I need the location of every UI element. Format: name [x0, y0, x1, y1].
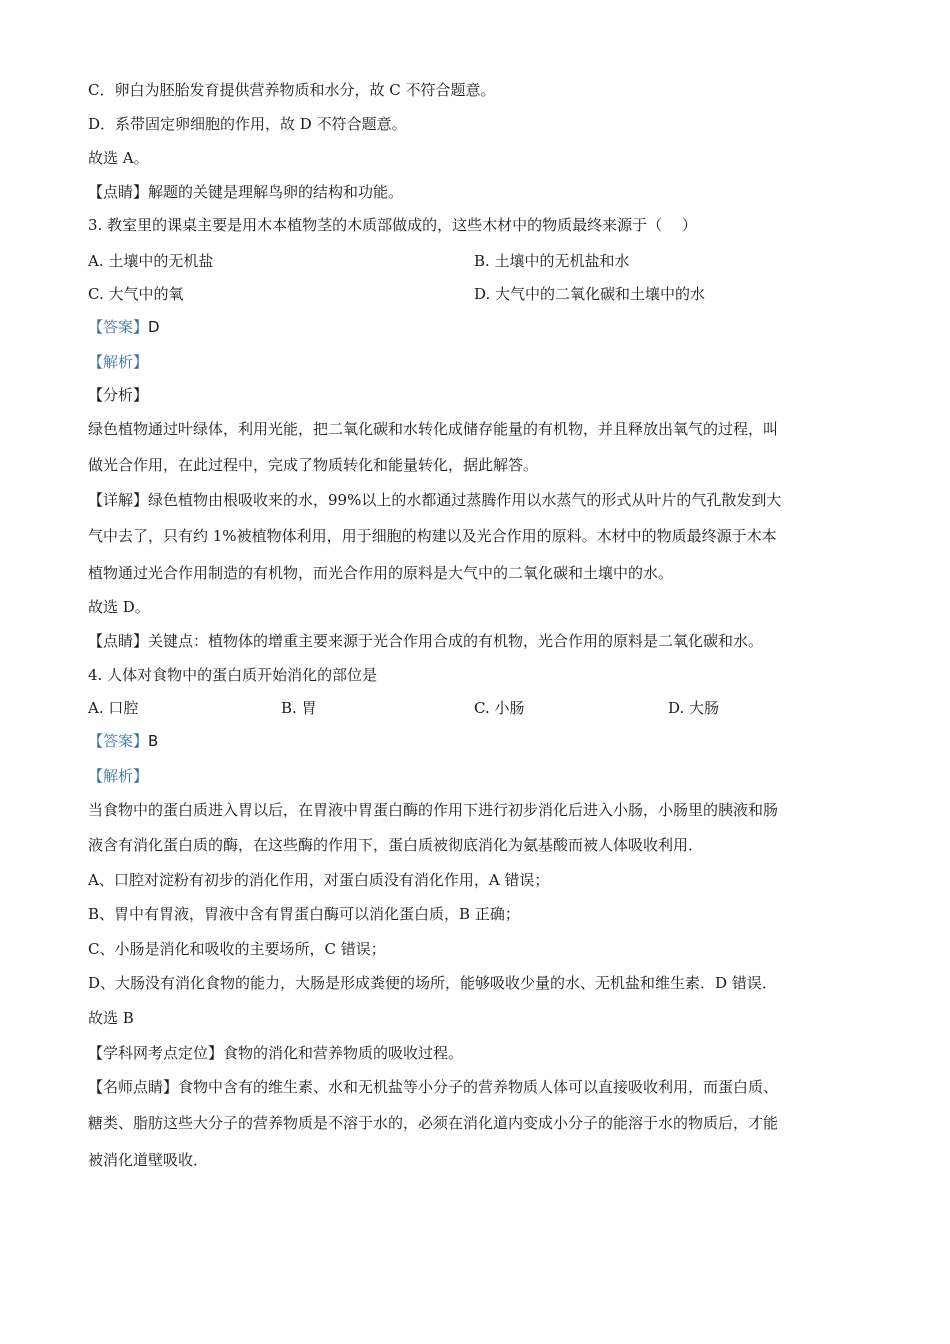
- q3-detail-line-2: 气中去了，只有约 1%被植物体利用，用于细胞的构建以及光合作用的原料。木材中的物质最终源于木本: [88, 527, 777, 545]
- q4-option-c: C. 小肠: [474, 699, 525, 717]
- tip-text: 解题的关键是理解鸟卵的结构和功能。: [148, 183, 404, 201]
- q3-stem: 3. 教室里的课桌主要是用木本植物茎的木质部做成的，这些木材中的物质最终来源于（ ）: [88, 216, 697, 234]
- q4-mingshi-line-3: 被消化道壁吸收．: [88, 1151, 209, 1169]
- q3-detail-line-3: 植物通过光合作用制造的有机物，而光合作用的原料是大气中的二氧化碳和土壤中的水。: [88, 564, 674, 582]
- q4-choose: 故选 B: [88, 1009, 134, 1027]
- q3-option-a: A. 土壤中的无机盐: [88, 252, 214, 270]
- q4-option-d: D. 大肠: [668, 699, 720, 717]
- q3-option-b: B. 土壤中的无机盐和水: [474, 252, 630, 270]
- q3-answer: [88, 317, 160, 337]
- q3-analysis-tag: 【解析】: [88, 353, 149, 371]
- q3-detail-line-1: [88, 490, 781, 510]
- detail-tag: 【详解】: [88, 491, 149, 509]
- q4-point-a: A、口腔对淀粉有初步的消化作用，对蛋白质没有消化作用，A 错误；: [88, 871, 550, 889]
- tip-tag: 【点睛】: [88, 632, 149, 650]
- answer-value: D: [148, 318, 160, 336]
- q4-option-b: B. 胃: [281, 699, 317, 717]
- q4-analysis-tag: 【解析】: [88, 767, 149, 785]
- q4-answer: [88, 731, 158, 751]
- q4-point-b: B、胃中有胃液，胃液中含有胃蛋白酶可以消化蛋白质，B 正确；: [88, 905, 520, 923]
- q4-point-c: C、小肠是消化和吸收的主要场所，C 错误；: [88, 940, 386, 958]
- q4-stem: 4. 人体对食物中的蛋白质开始消化的部位是: [88, 666, 378, 684]
- q4-mingshi-line-1: 【名师点睛】食物中含有的维生素、水和无机盐等小分子的营养物质人体可以直接吸收利用，而蛋白质、: [88, 1078, 779, 1096]
- q4-option-a: A. 口腔: [88, 699, 139, 717]
- detail-text-1: 绿色植物由根吸收来的水，99%以上的水都通过蒸腾作用以水蒸气的形式从叶片的气孔散发到大: [148, 491, 782, 509]
- q3-option-d: D. 大气中的二氧化碳和土壤中的水: [474, 285, 706, 303]
- answer-tag: 【答案】: [88, 732, 149, 750]
- q2-option-d-explanation: D．系带固定卵细胞的作用，故 D 不符合题意。: [88, 115, 407, 133]
- tip-tag: 【点睛】: [88, 183, 149, 201]
- q4-mingshi-line-2: 糖类、脂肪这些大分子的营养物质是不溶于水的，必须在消化道内变成小分子的能溶于水的物质后，才能: [88, 1114, 779, 1132]
- q4-point-d: D、大肠没有消化食物的能力，大肠是形成粪便的场所，能够吸收少量的水、无机盐和维生素．D 错误．: [88, 974, 777, 992]
- q2-option-c-explanation: C．卵白为胚胎发育提供营养物质和水分，故 C 不符合题意。: [88, 81, 496, 99]
- q3-option-c: C. 大气中的氧: [88, 285, 184, 303]
- q4-body-line-1: 当食物中的蛋白质进入胃以后，在胃液中胃蛋白酶的作用下进行初步消化后进入小肠，小肠里的胰液和肠: [88, 801, 779, 819]
- q4-body-line-2: 液含有消化蛋白质的酶，在这些酶的作用下，蛋白质被彻底消化为氨基酸而被人体吸收利用．: [88, 836, 704, 854]
- q3-fenxi-line-1: 绿色植物通过叶绿体，利用光能，把二氧化碳和水转化成储存能量的有机物，并且释放出氧气的过程，叫: [88, 420, 779, 438]
- q2-tip: [88, 182, 403, 202]
- q3-tip: [88, 631, 763, 651]
- q3-fenxi-tag: 【分析】: [88, 386, 149, 404]
- tip-text: 关键点：植物体的增重主要来源于光合作用合成的有机物，光合作用的原料是二氧化碳和水。: [148, 632, 764, 650]
- q2-choose: 故选 A。: [88, 149, 149, 167]
- q3-choose: 故选 D。: [88, 598, 150, 616]
- answer-value: B: [148, 732, 159, 750]
- answer-tag: 【答案】: [88, 318, 149, 336]
- q3-fenxi-line-2: 做光合作用，在此过程中，完成了物质转化和能量转化，据此解答。: [88, 456, 539, 474]
- q4-kaodian: 【学科网考点定位】食物的消化和营养物质的吸收过程。: [88, 1044, 464, 1062]
